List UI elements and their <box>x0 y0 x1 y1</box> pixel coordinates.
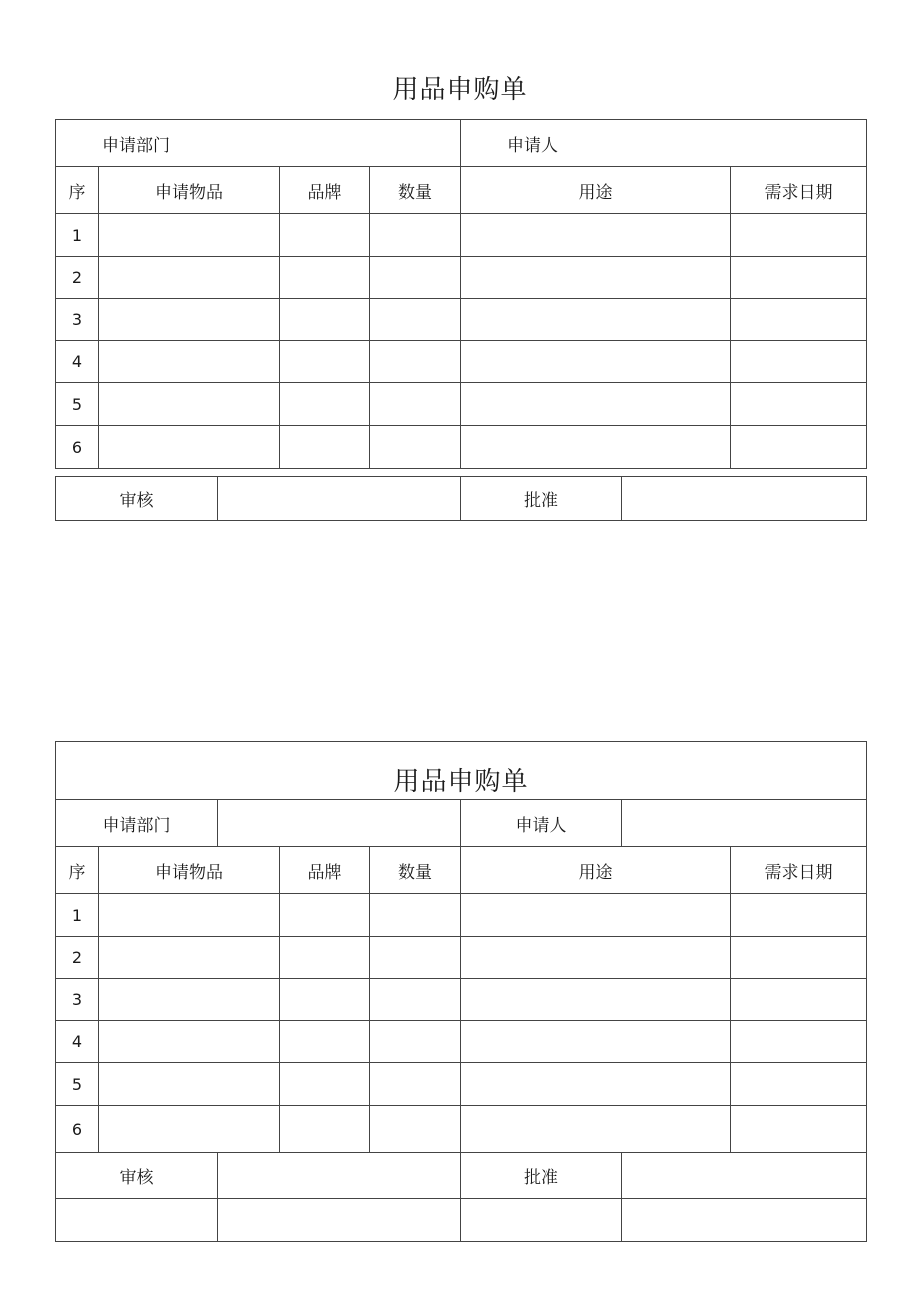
col-header-item: 申请物品 <box>99 167 280 214</box>
approve-label: 批准 <box>461 477 622 521</box>
col-header-quantity: 数量 <box>370 847 461 894</box>
item-cell[interactable] <box>99 341 280 383</box>
brand-cell[interactable] <box>280 299 370 341</box>
table-row <box>56 1021 867 1063</box>
header-row <box>56 167 867 214</box>
purpose-cell[interactable] <box>461 1106 731 1153</box>
brand-cell[interactable] <box>280 1021 370 1063</box>
purpose-cell[interactable] <box>461 214 731 257</box>
quantity-cell[interactable] <box>370 383 461 426</box>
col-header-index: 序 <box>56 847 99 894</box>
brand-cell[interactable] <box>280 894 370 937</box>
purpose-cell[interactable] <box>461 894 731 937</box>
row-number: 3 <box>56 979 99 1021</box>
col-header-purpose: 用途 <box>461 167 731 214</box>
quantity-cell[interactable] <box>370 1021 461 1063</box>
table-row <box>56 979 867 1021</box>
dept-field[interactable] <box>218 800 461 847</box>
form1-table <box>55 119 867 469</box>
date-cell[interactable] <box>731 341 867 383</box>
brand-cell[interactable] <box>280 341 370 383</box>
col-header-index: 序 <box>56 167 99 214</box>
item-cell[interactable] <box>99 257 280 299</box>
col-header-purpose: 用途 <box>461 847 731 894</box>
brand-cell[interactable] <box>280 383 370 426</box>
item-cell[interactable] <box>99 426 280 469</box>
row-number: 1 <box>56 894 99 937</box>
date-cell[interactable] <box>731 1106 867 1153</box>
quantity-cell[interactable] <box>370 299 461 341</box>
brand-cell[interactable] <box>280 426 370 469</box>
applicant-label: 申请人 <box>461 800 622 847</box>
purpose-cell[interactable] <box>461 937 731 979</box>
date-cell[interactable] <box>731 426 867 469</box>
applicant-field[interactable] <box>622 800 867 847</box>
purpose-cell[interactable] <box>461 979 731 1021</box>
date-cell[interactable] <box>731 979 867 1021</box>
table-row <box>56 937 867 979</box>
review-field[interactable] <box>218 477 461 521</box>
item-cell[interactable] <box>99 383 280 426</box>
approve-label: 批准 <box>461 1153 622 1199</box>
date-cell[interactable] <box>731 1063 867 1106</box>
brand-cell[interactable] <box>280 257 370 299</box>
row-number: 6 <box>56 426 99 469</box>
quantity-cell[interactable] <box>370 426 461 469</box>
purpose-cell[interactable] <box>461 426 731 469</box>
date-cell[interactable] <box>731 1021 867 1063</box>
form2-table <box>55 741 867 1242</box>
quantity-cell[interactable] <box>370 341 461 383</box>
quantity-cell[interactable] <box>370 937 461 979</box>
row-number: 5 <box>56 383 99 426</box>
table-row <box>56 341 867 383</box>
date-cell[interactable] <box>731 383 867 426</box>
date-cell[interactable] <box>731 299 867 341</box>
table-row <box>56 426 867 469</box>
row-number: 1 <box>56 214 99 257</box>
item-cell[interactable] <box>99 1063 280 1106</box>
item-cell[interactable] <box>99 979 280 1021</box>
purpose-cell[interactable] <box>461 383 731 426</box>
purpose-cell[interactable] <box>461 257 731 299</box>
item-cell[interactable] <box>99 1021 280 1063</box>
item-cell[interactable] <box>99 937 280 979</box>
item-cell[interactable] <box>99 1106 280 1153</box>
col-header-date: 需求日期 <box>731 847 867 894</box>
row-number: 3 <box>56 299 99 341</box>
dept-label: 申请部门 <box>56 800 218 847</box>
brand-cell[interactable] <box>280 1106 370 1153</box>
header-row <box>56 847 867 894</box>
quantity-cell[interactable] <box>370 1106 461 1153</box>
table-row <box>56 894 867 937</box>
review-signature-cell[interactable] <box>56 1199 218 1242</box>
table-row <box>56 257 867 299</box>
approve-signature-cell[interactable] <box>461 1199 622 1242</box>
item-cell[interactable] <box>99 299 280 341</box>
form1-signoff-table <box>55 476 867 521</box>
date-cell[interactable] <box>731 257 867 299</box>
item-cell[interactable] <box>99 894 280 937</box>
row-number: 4 <box>56 1021 99 1063</box>
date-cell[interactable] <box>731 894 867 937</box>
approve-date-cell[interactable] <box>622 1199 867 1242</box>
quantity-cell[interactable] <box>370 257 461 299</box>
quantity-cell[interactable] <box>370 894 461 937</box>
item-cell[interactable] <box>99 214 280 257</box>
purpose-cell[interactable] <box>461 299 731 341</box>
col-header-quantity: 数量 <box>370 167 461 214</box>
review-label: 审核 <box>56 1153 218 1199</box>
row-number: 6 <box>56 1106 99 1153</box>
table-row <box>56 1106 867 1153</box>
quantity-cell[interactable] <box>370 1063 461 1106</box>
brand-cell[interactable] <box>280 979 370 1021</box>
table-row <box>56 1063 867 1106</box>
review-label: 审核 <box>56 477 218 521</box>
purpose-cell[interactable] <box>461 1063 731 1106</box>
col-header-brand: 品牌 <box>280 847 370 894</box>
review-field[interactable] <box>218 1153 461 1199</box>
approve-field[interactable] <box>622 1153 867 1199</box>
date-cell[interactable] <box>731 214 867 257</box>
approve-field[interactable] <box>622 477 867 521</box>
row-number: 5 <box>56 1063 99 1106</box>
date-cell[interactable] <box>731 937 867 979</box>
row-number: 2 <box>56 937 99 979</box>
dept-label: 申请部门 <box>56 120 461 167</box>
brand-cell[interactable] <box>280 1063 370 1106</box>
review-date-cell[interactable] <box>218 1199 461 1242</box>
form2-title: 用品申购单 <box>56 742 867 800</box>
form1-title: 用品申购单 <box>392 75 528 105</box>
table-row <box>56 214 867 257</box>
brand-cell[interactable] <box>280 937 370 979</box>
col-header-date: 需求日期 <box>731 167 867 214</box>
purpose-cell[interactable] <box>461 341 731 383</box>
col-header-item: 申请物品 <box>99 847 280 894</box>
col-header-brand: 品牌 <box>280 167 370 214</box>
row-number: 4 <box>56 341 99 383</box>
row-number: 2 <box>56 257 99 299</box>
table-row <box>56 299 867 341</box>
table-row <box>56 383 867 426</box>
applicant-label: 申请人 <box>461 120 867 167</box>
purpose-cell[interactable] <box>461 1021 731 1063</box>
quantity-cell[interactable] <box>370 214 461 257</box>
brand-cell[interactable] <box>280 214 370 257</box>
quantity-cell[interactable] <box>370 979 461 1021</box>
